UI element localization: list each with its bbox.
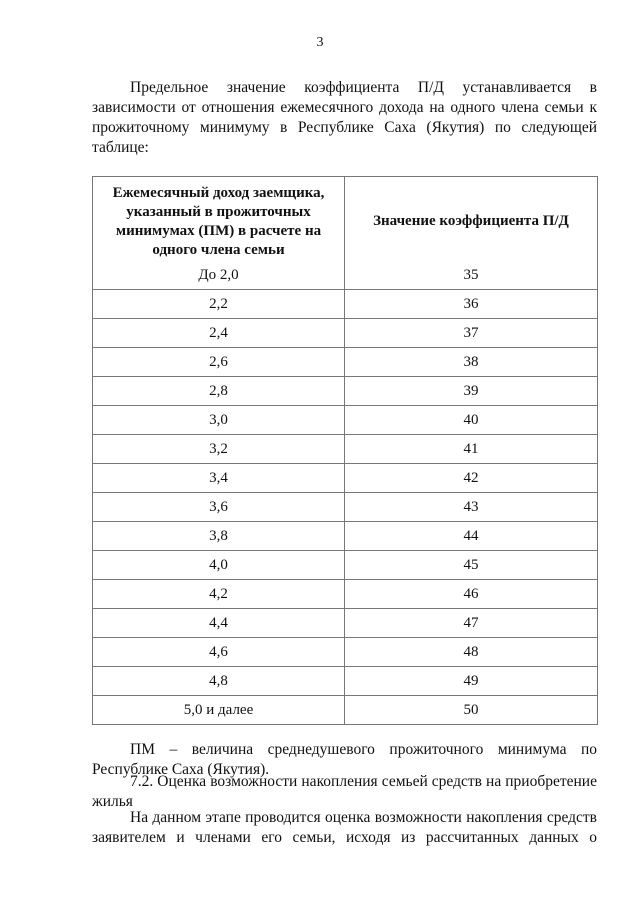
coefficient-cell: 48: [345, 638, 598, 667]
income-cell: 2,2: [93, 290, 345, 319]
coefficient-cell: 37: [345, 319, 598, 348]
table-row: [93, 493, 598, 522]
income-cell: 3,0: [93, 406, 345, 435]
table-row: [93, 522, 598, 551]
page-number: 3: [316, 35, 324, 50]
coefficient-cell: 46: [345, 580, 598, 609]
coefficient-cell: 41: [345, 435, 598, 464]
body-line: На данном этапе проводится оценка возможности накопления средств: [130, 809, 597, 826]
coefficient-cell: 38: [345, 348, 598, 377]
income-cell: До 2,0: [93, 265, 345, 290]
income-cell: 3,4: [93, 464, 345, 493]
coefficient-cell: 45: [345, 551, 598, 580]
table-row: [93, 667, 598, 696]
table-row: [93, 406, 598, 435]
table-row: [93, 696, 598, 725]
table-row: [93, 638, 598, 667]
coefficient-cell: 49: [345, 667, 598, 696]
table-row: [93, 435, 598, 464]
body-paragraph: [92, 808, 597, 848]
table-row: [93, 464, 598, 493]
coefficient-cell: 44: [345, 522, 598, 551]
intro-line: Предельное значение коэффициента П/Д устанавливается в: [130, 79, 597, 96]
intro-line: таблице:: [92, 139, 149, 156]
table-row: [93, 348, 598, 377]
coefficient-cell: 35: [345, 265, 598, 290]
table-row: [93, 319, 598, 348]
body-line: заявителем и членами его семьи, исходя из рассчитанных данных о: [92, 829, 597, 846]
table-row: [93, 290, 598, 319]
coefficient-cell: 39: [345, 377, 598, 406]
intro-line: прожиточному минимуму в Республике Саха (Якутия) по следующей: [92, 119, 597, 136]
coefficient-cell: 42: [345, 464, 598, 493]
income-cell: 5,0 и далее: [93, 696, 345, 725]
table-header-row: [93, 177, 598, 266]
section-heading: [92, 772, 597, 812]
coefficient-cell: 36: [345, 290, 598, 319]
income-cell: 2,4: [93, 319, 345, 348]
income-cell: 4,8: [93, 667, 345, 696]
income-cell: 2,6: [93, 348, 345, 377]
section-line: жилья: [92, 793, 133, 810]
income-cell: 3,8: [93, 522, 345, 551]
coefficient-table: [92, 176, 598, 725]
income-cell: 4,2: [93, 580, 345, 609]
table-row: [93, 609, 598, 638]
income-cell: 4,4: [93, 609, 345, 638]
coefficient-cell: 43: [345, 493, 598, 522]
intro-paragraph: [92, 78, 597, 158]
coefficient-cell: 50: [345, 696, 598, 725]
table-row: [93, 265, 598, 290]
table-row: [93, 551, 598, 580]
header-coefficient: Значение коэффициента П/Д: [345, 177, 598, 266]
income-cell: 4,0: [93, 551, 345, 580]
income-cell: 2,8: [93, 377, 345, 406]
table-row: [93, 377, 598, 406]
section-line: 7.2. Оценка возможности накопления семьей средств на приобретение: [130, 773, 597, 790]
note-line: Республике Саха (Якутия).: [92, 761, 270, 778]
income-cell: 3,6: [93, 493, 345, 522]
header-income: Ежемесячный доход заемщика, указанный в прожиточных минимумах (ПМ) в расчете на одного члена семьи: [93, 177, 345, 266]
income-cell: 4,6: [93, 638, 345, 667]
note-line: ПМ – величина среднедушевого прожиточного минимума по: [130, 741, 597, 758]
income-cell: 3,2: [93, 435, 345, 464]
coefficient-cell: 47: [345, 609, 598, 638]
coefficient-cell: 40: [345, 406, 598, 435]
table-row: [93, 580, 598, 609]
intro-line: зависимости от отношения ежемесячного дохода на одного члена семьи к: [92, 99, 597, 116]
